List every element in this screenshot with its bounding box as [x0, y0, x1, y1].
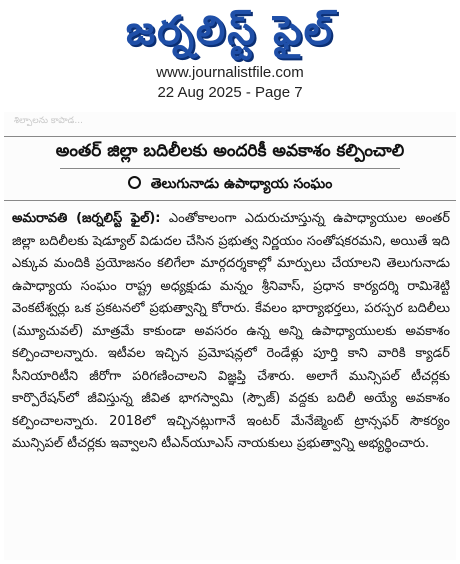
subhead-rule — [4, 200, 456, 201]
edition-date-page: 22 Aug 2025 - Page 7 — [157, 84, 303, 101]
news-clipping — [4, 112, 456, 560]
article-subhead — [4, 174, 456, 194]
circle-bullet-icon — [128, 176, 141, 189]
top-rule — [4, 136, 456, 137]
masthead — [0, 4, 460, 62]
article-body-text: ఎంతోకాలంగా ఎదురుచూస్తున్న ఉపాధ్యాయుల అంతర్ జిల్లా బదిలీలకు షెడ్యూల్ విడుదల చేసిన ప్రభుత్వ నిర్ణయం సంతోషకరమని, అయితే ఇది ఎక్కువ మందికి ప్రయోజనం కలిగేలా మార్గదర్శకాల్లో మార్పులు చేయాలని తెలుగునాడు ఉపాధ్యాయ సంఘం రాష్ట్ర అధ్యక్షుడు మన్నం శ్రీనివాస్, ప్రధాన కార్యదర్శి రామిశెట్టి వెంకటేశ్వర్లు ఒక ప్రకటనలో ప్రభుత్వాన్ని కోరారు. కేవలం భార్యాభర్తలు, పరస్పర బదిలీలు (మ్యూచువల్) మాత్రమే కాకుండా అవసరం ఉన్న అన్ని ఉపాధ్యాయులకు అవకాశం కల్పించాలన్నారు. ఇటీవల ఇచ్చిన ప్రమోషన్లలో రెండేళ్లు పూర్తి కాని వారికి క్యాడర్ సీనియారిటీని జీరోగా పరిగణించాలని విజ్ఞప్తి చేశారు. అలాగే మున్సిపల్ టీచర్లకు కార్పొరేషన్‌లో జీవిస్తున్న జీవిత భాగస్వామి (స్పౌజ్) వద్దకు బదిలీ అయ్యే అవకాశం కల్పించాలన్నారు. 2018లో ఇచ్చినట్లుగానే ఇంటర్ మేనేజ్మెంట్ ట్రాన్సఫర్ సౌకర్యం మున్సిపల్ టీచర్లకు ఇవ్వాలని టీఎన్‌యూఎస్ నాయకులు ప్రభుత్వాన్ని అభ్యర్థించారు. — [12, 211, 450, 451]
article-body — [12, 208, 450, 456]
article-headline: అంతర్ జిల్లా బదిలీలకు అందరికీ అవకాశం కల్పించాలి — [55, 141, 405, 161]
site-url[interactable]: www.journalistfile.com — [156, 64, 304, 81]
article-dateline: అమరావతి (జర్నలిస్ట్ ఫైల్): — [12, 211, 161, 226]
headline-underline — [60, 168, 400, 169]
subhead-text: తెలుగునాడు ఉపాధ్యాయ సంఘం — [150, 176, 333, 192]
bleed-through-text: శిల్పాలను కాపాడ... — [14, 116, 83, 126]
newspaper-logo-title: జర్నలిస్ట్ ఫైల్ — [125, 8, 335, 54]
